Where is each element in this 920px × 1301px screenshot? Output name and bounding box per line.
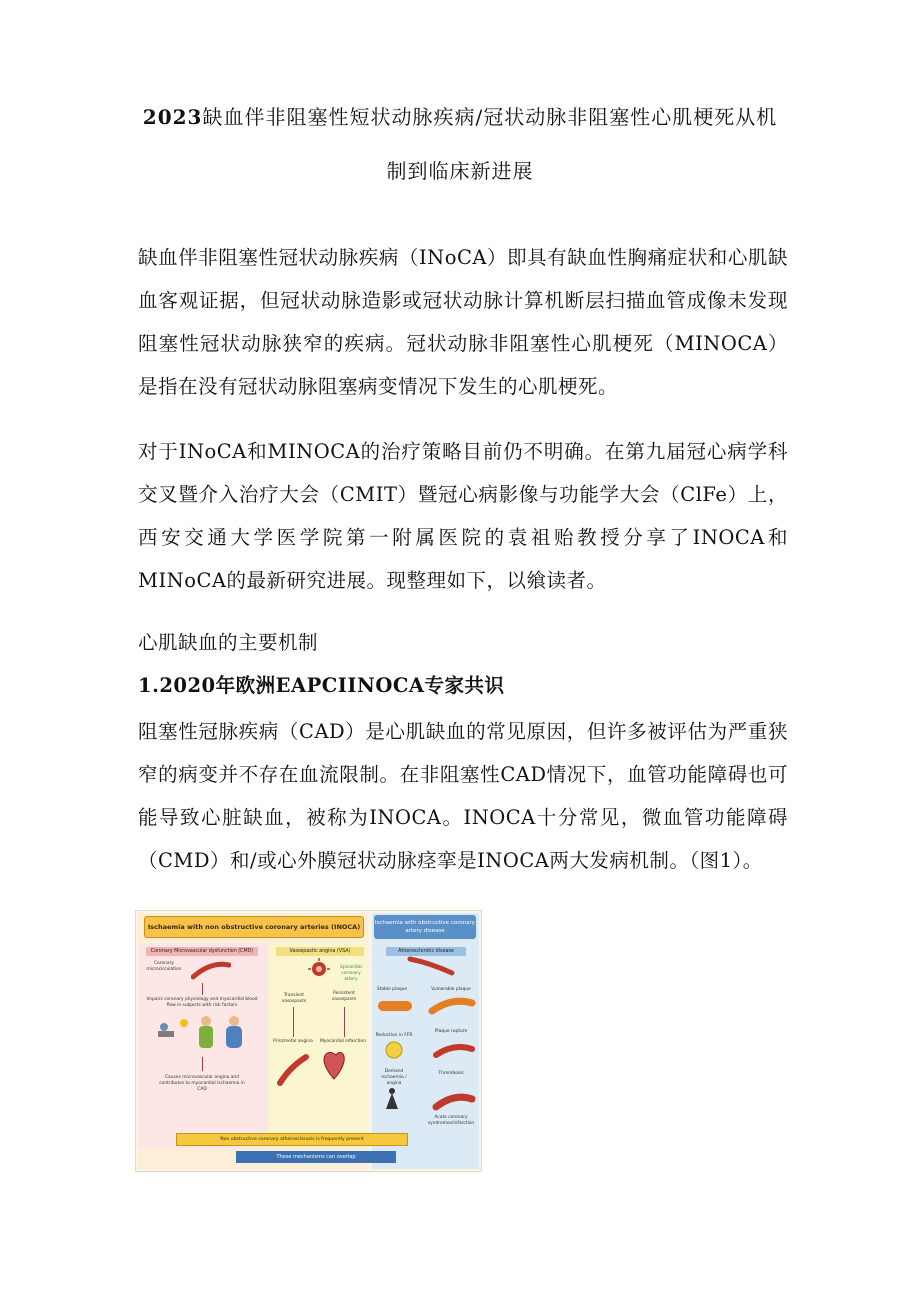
figure-label-persistent-vasospasm: Persistent vasospasm: [331, 991, 357, 1002]
figure-note-nonobstructive: Non obstructive coronary atherosclerosis is frequently present: [176, 1133, 408, 1146]
thrombosis-icon: [380, 1087, 476, 1113]
figure-label-impairs-physiology: Impairs coronary physiology and myocardial blood flow in subjects with risk factors: [146, 997, 258, 1008]
figure-1-inoca-mechanisms: [135, 910, 482, 1172]
figure-label-microvascular-angina: Causes microvascular angina and contributes to myocardial ischaemia in CAD: [159, 1075, 245, 1092]
figure-label-prinzmetal: Prinzmetal angina: [273, 1039, 313, 1044]
figure-arrow: [202, 1057, 203, 1071]
figure-label-vulnerable-plaque: Vulnerable plaque: [431, 987, 471, 992]
figure-subheader-vsa: Vasospastic angina (VSA): [276, 947, 364, 956]
ffr-gauge-icon: [380, 1039, 476, 1061]
document-title-line1: [130, 103, 790, 131]
figure-label-transient-vasospasm: Transient vasospasm: [281, 993, 307, 1004]
artery-heart-icon: [276, 1049, 366, 1089]
figure-subheader-atherosclerotic: Atherosclerotic disease: [386, 947, 466, 956]
figure-arrow: [202, 983, 203, 995]
figure-subheader-cmd: Coronary Microvascular dysfunction (CMD): [146, 947, 258, 956]
figure-label-microcirculation: Coronary microcirculation: [146, 961, 182, 972]
figure-label-epicardial: Epicardial coronary artery: [340, 965, 362, 982]
figure-label-plaque-rupture: Plaque rupture: [434, 1029, 468, 1034]
patients-icon: [156, 1013, 256, 1053]
vessel-icon: [191, 959, 231, 981]
figure-label-demand-ischaemia: Demand ischaemia / angina: [381, 1069, 407, 1086]
paragraph-intro: 缺血伴非阻塞性冠状动脉疾病（INoCA）即具有缺血性胸痛症状和心肌缺血客观证据，但冠状动脉造影或冠状动脉计算机断层扫描血管成像未发现阻塞性冠状动脉狭窄的疾病。冠状动脉非阻塞性心肌梗死（MINOCA）是指在没有冠状动脉阻塞病变情况下发生的心肌梗死。: [138, 246, 788, 398]
figure-label-stable-plaque: Stable plaque: [376, 987, 408, 992]
vasospasm-icon: [304, 957, 334, 981]
figure-label-myocardial-infarction: Myocardial infarction: [320, 1039, 366, 1044]
title-year: 2023: [142, 105, 203, 129]
figure-arrow: [293, 1007, 294, 1037]
coronary-artery-icon: [406, 955, 456, 977]
figure-label-acute-coronary: Acute coronary syndromes/infarction: [427, 1115, 475, 1126]
figure-label-thrombosis: Thrombosis: [438, 1071, 464, 1076]
document-title-line2: 制到临床新进展: [386, 159, 534, 183]
figure-arrow: [344, 1007, 345, 1037]
plaque-icon: [376, 995, 476, 1017]
title-text: 缺血伴非阻塞性短状动脉疾病/冠状动脉非阻塞性心肌梗死从机: [202, 105, 778, 129]
figure-label-reduction-ffr: Reduction in FFR: [375, 1033, 413, 1038]
paragraph-mechanisms: 阻塞性冠脉疾病（CAD）是心肌缺血的常见原因，但许多被评估为严重狭窄的病变并不存在血流限制。在非阻塞性CAD情况下，血管功能障碍也可能导致心脏缺血，被称为INOCA。INOCA十分常见，微血管功能障碍（CMD）和/或心外膜冠状动脉痉挛是INOCA两大发病机制。（图1）。: [138, 720, 788, 872]
paragraph-conference: 对于INoCA和MINOCA的治疗策略目前仍不明确。在第九届冠心病学科交叉暨介入治疗大会（CMIT）暨冠心病影像与功能学大会（ClFe）上，西安交通大学医学院第一附属医院的袁祖贻教授分享了INOCA和MINoCA的最新研究进展。现整理如下，以飨读者。: [138, 440, 788, 592]
figure-header-obstructive: Ischaemia with obstructive coronary artery disease: [374, 915, 476, 939]
section-heading: 心肌缺血的主要机制: [138, 631, 319, 654]
figure-header-inoca: Ischaemia with non obstructive coronary arteries (INOCA): [144, 916, 364, 938]
subsection-heading: 1.2020年欧洲EAPCIINOCA专家共识: [138, 674, 505, 697]
figure-note-overlap: These mechanisms can overlap: [236, 1151, 396, 1163]
